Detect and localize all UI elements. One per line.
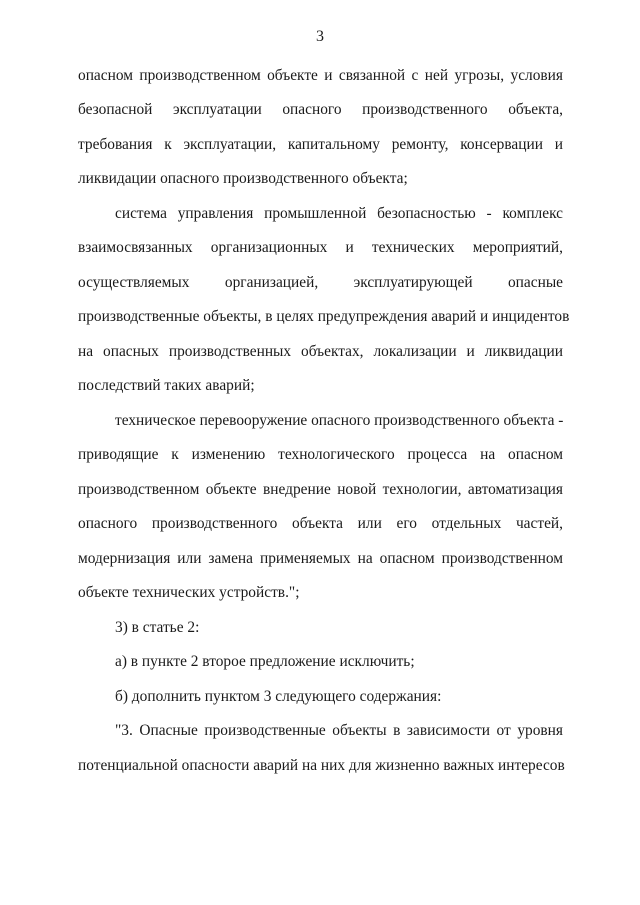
text-line: техническое перевооружение опасного производственного объекта - [115, 412, 564, 429]
text-line: последствий таких аварий; [78, 377, 255, 394]
text-line: приводящие к изменению технологического процесса на опасном [78, 446, 563, 463]
text-line: требования к эксплуатации, капитальному ремонту, консервации и [78, 136, 563, 153]
text-line: модернизация или замена применяемых на опасном производственном [78, 550, 563, 567]
text-line: ликвидации опасного производственного объекта; [78, 170, 408, 187]
text-line: на опасных производственных объектах, локализации и ликвидации [78, 343, 563, 360]
text-line: а) в пункте 2 второе предложение исключить; [115, 653, 415, 670]
text-line: опасном производственном объекте и связанной с ней угрозы, условия [78, 67, 563, 84]
text-line: "3. Опасные производственные объекты в зависимости от уровня [115, 722, 563, 739]
text-line: производственном объекте внедрение новой технологии, автоматизация [78, 481, 563, 498]
text-line: взаимосвязанных организационных и технических мероприятий, [78, 239, 563, 256]
text-line: объекте технических устройств."; [78, 584, 300, 601]
text-line: опасного производственного объекта или его отдельных частей, [78, 515, 563, 532]
text-line: безопасной эксплуатации опасного производственного объекта, [78, 101, 563, 118]
page-number: 3 [316, 28, 324, 45]
text-line: производственные объекты, в целях предупреждения аварий и инцидентов [78, 308, 570, 325]
text-line: осуществляемых организацией, эксплуатирующей опасные [78, 274, 563, 291]
text-line: потенциальной опасности аварий на них для жизненно важных интересов [78, 757, 565, 774]
text-line: б) дополнить пунктом 3 следующего содержания: [115, 688, 442, 705]
text-line: система управления промышленной безопасностью - комплекс [115, 205, 563, 222]
text-line: 3) в статье 2: [115, 619, 200, 636]
